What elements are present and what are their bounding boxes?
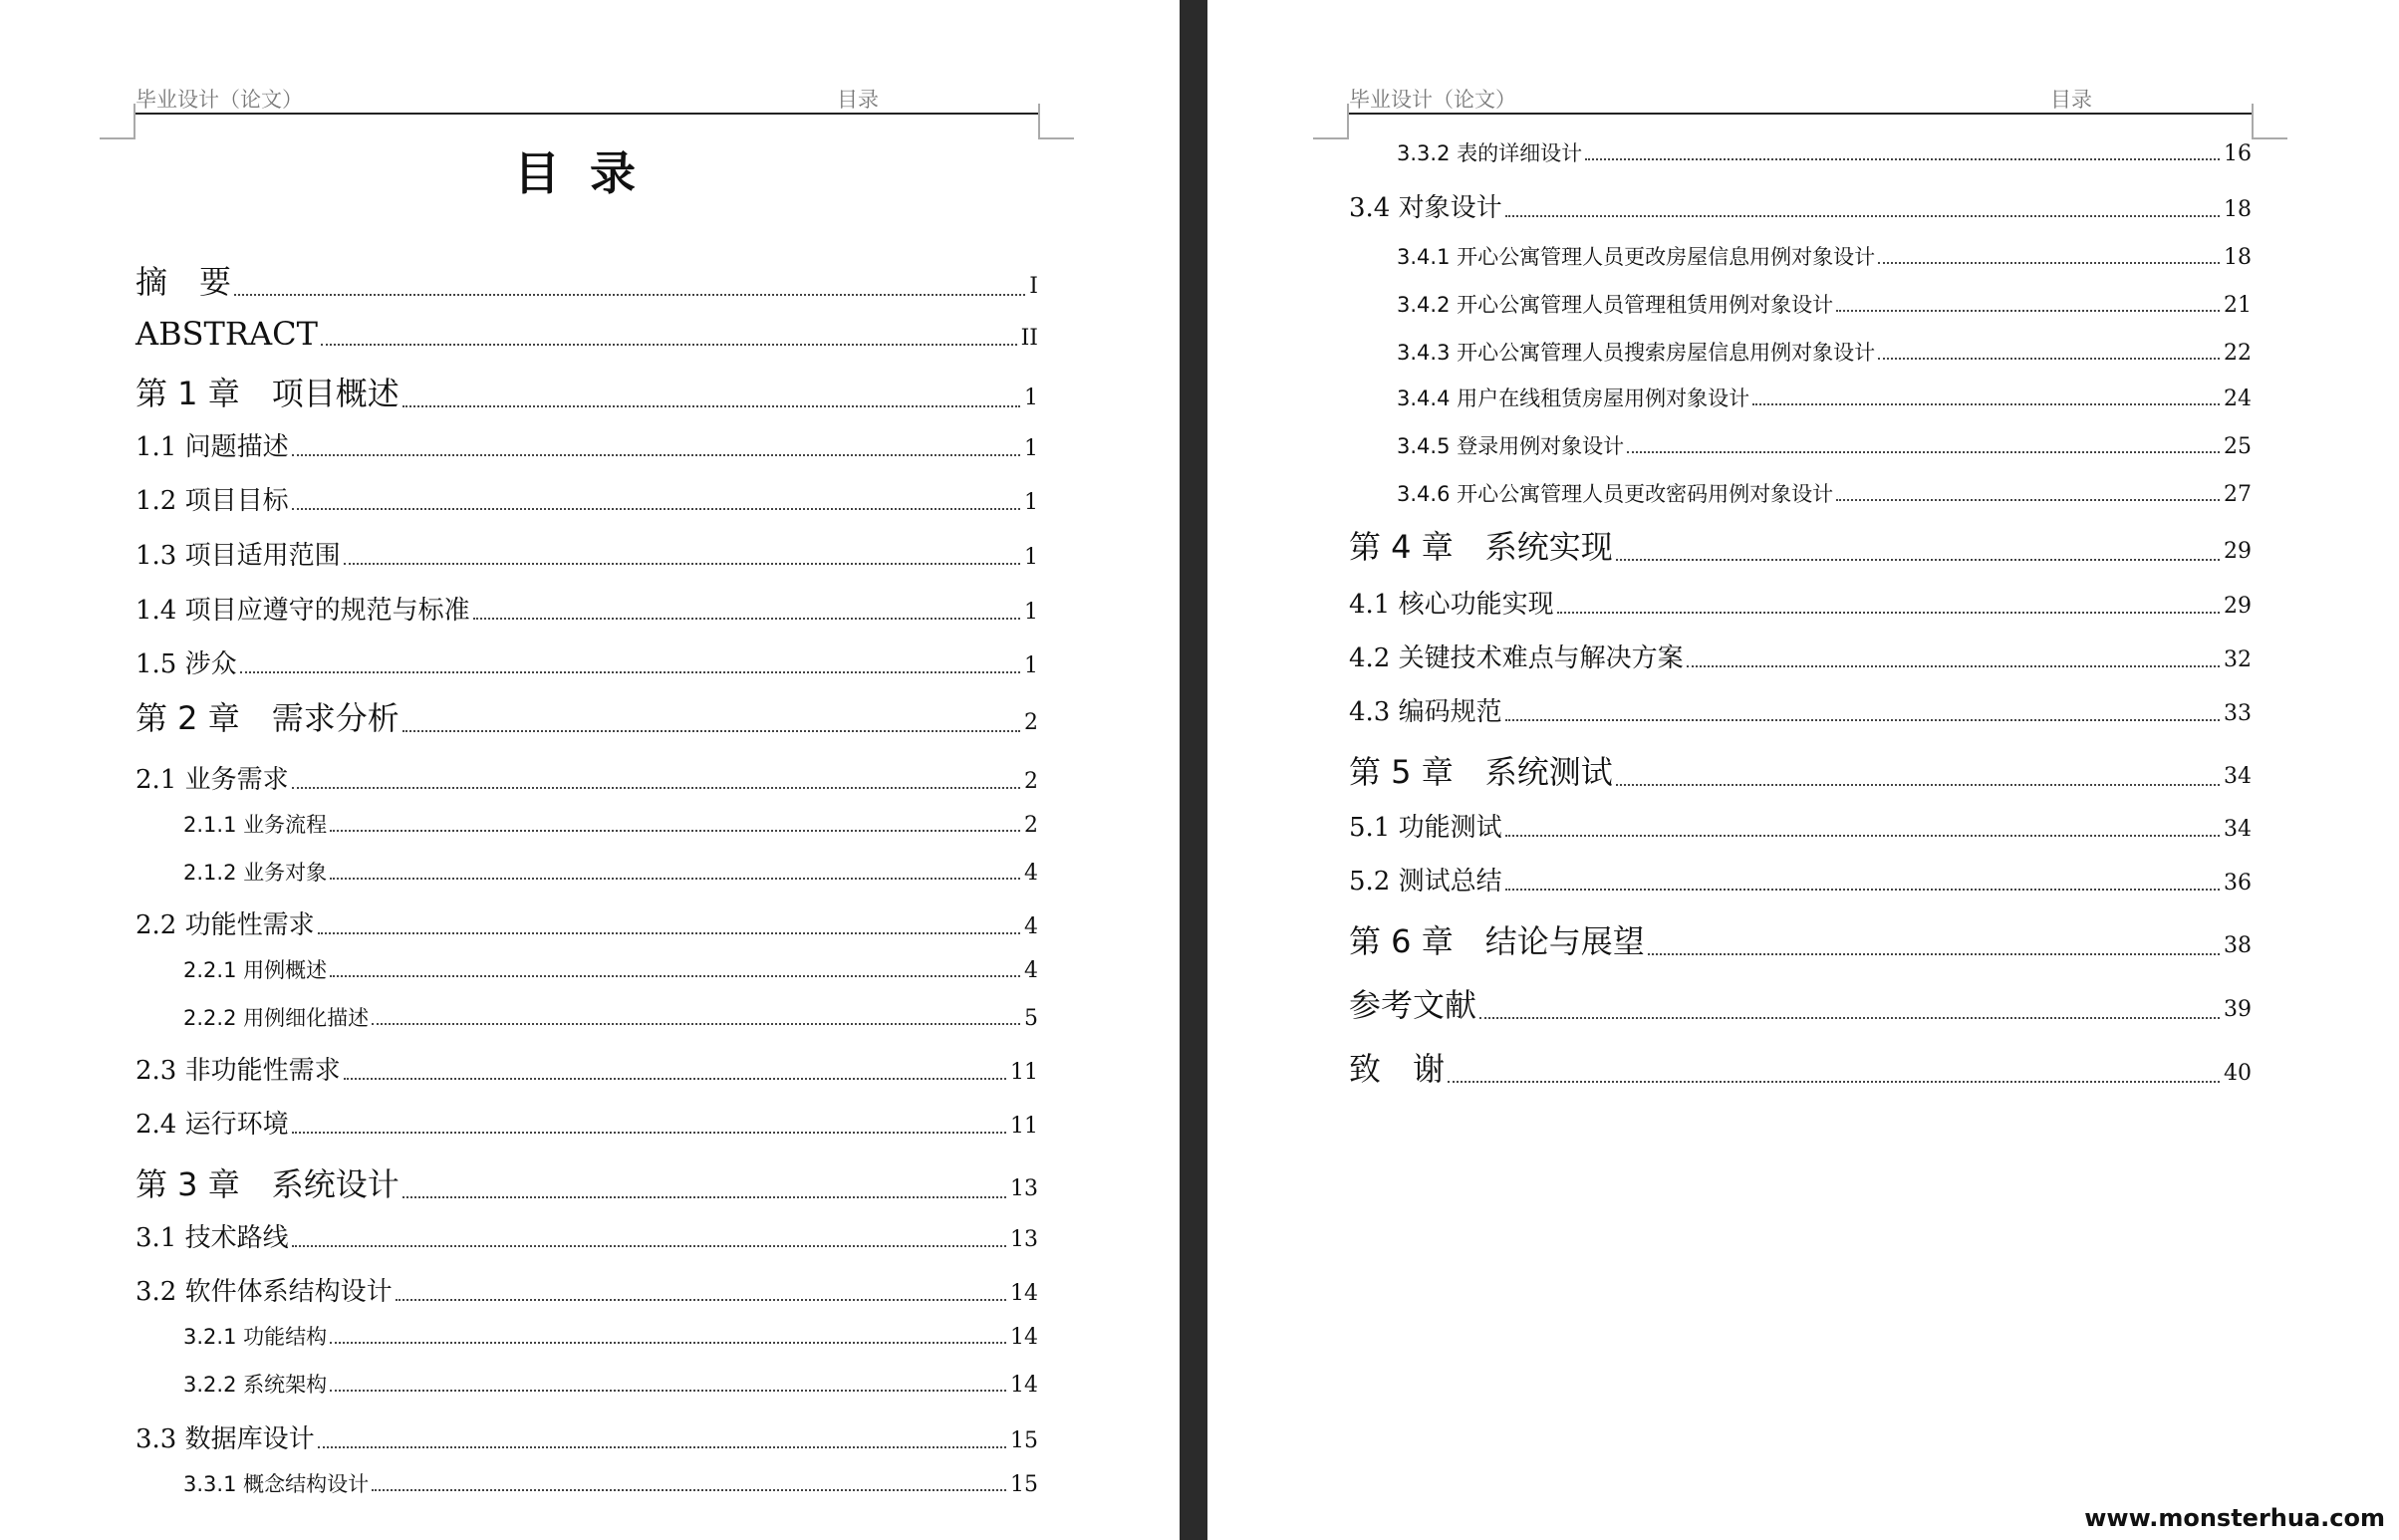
toc-entry[interactable] bbox=[183, 857, 1038, 887]
toc-entry-page-number: 1 bbox=[1024, 600, 1038, 625]
dot-leader bbox=[1479, 1017, 2220, 1019]
toc-entry-label: 1.1 问题描述 bbox=[135, 432, 289, 462]
toc-entry-page-number: 27 bbox=[2224, 482, 2252, 507]
toc-entry[interactable] bbox=[135, 1050, 1038, 1087]
toc-entry-label: 2.4 运行环境 bbox=[135, 1110, 289, 1140]
header-left-text: 毕业设计（论文） bbox=[1349, 88, 1516, 112]
dot-leader bbox=[344, 1078, 1006, 1080]
toc-entry[interactable] bbox=[135, 1271, 1038, 1308]
toc-entry-page-number: 13 bbox=[1010, 1227, 1038, 1252]
header-rule bbox=[135, 113, 1038, 115]
toc-entry[interactable] bbox=[183, 1321, 1038, 1351]
dot-leader bbox=[372, 1023, 1020, 1025]
toc-entry-label: 4.2 关键技术难点与解决方案 bbox=[1349, 643, 1684, 673]
crop-mark bbox=[133, 104, 135, 139]
toc-entry-page-number: 36 bbox=[2224, 871, 2252, 896]
toc-entry-page-number: 15 bbox=[1010, 1428, 1038, 1453]
dot-leader bbox=[330, 975, 1020, 977]
toc-entry-label: 3.4.4 用户在线租赁房屋用例对象设计 bbox=[1397, 386, 1750, 410]
header-left-text: 毕业设计（论文） bbox=[135, 88, 303, 112]
toc-entry-page-number: 14 bbox=[1010, 1373, 1038, 1398]
toc-entry[interactable] bbox=[1397, 289, 2252, 319]
toc-entry-page-number: 1 bbox=[1024, 385, 1038, 410]
toc-entry-label: 3.3.1 概念结构设计 bbox=[183, 1472, 370, 1496]
dot-leader bbox=[402, 1196, 1006, 1198]
toc-entry-page-number: 22 bbox=[2224, 341, 2252, 366]
toc-entry[interactable] bbox=[135, 369, 1038, 414]
dot-leader bbox=[1616, 784, 2220, 786]
toc-entry-label: 1.3 项目适用范围 bbox=[135, 541, 341, 571]
toc-entry[interactable] bbox=[135, 1159, 1038, 1205]
toc-entry-label: 4.3 编码规范 bbox=[1349, 697, 1502, 727]
dot-leader bbox=[1878, 262, 2220, 264]
toc-entry[interactable] bbox=[1397, 383, 2252, 412]
dot-leader bbox=[292, 1245, 1006, 1247]
toc-entry-page-number: 38 bbox=[2224, 933, 2252, 958]
toc-entry-label: 3.4.2 开心公寓管理人员管理租赁用例对象设计 bbox=[1397, 293, 1834, 317]
toc-entry[interactable] bbox=[1349, 747, 2252, 793]
toc-entry-label: 致 谢 bbox=[1349, 1050, 1446, 1088]
toc-entry-label: 参考文献 bbox=[1349, 986, 1477, 1024]
toc-entry[interactable] bbox=[1349, 916, 2252, 962]
toc-entry[interactable] bbox=[1397, 430, 2252, 460]
toc-entry-page-number: 11 bbox=[1010, 1114, 1038, 1139]
toc-entry-page-number: 29 bbox=[2224, 594, 2252, 619]
watermark: www.monsterhua.com bbox=[2076, 1502, 2393, 1534]
toc-entry[interactable] bbox=[183, 1468, 1038, 1498]
toc-entry-label: 5.2 测试总结 bbox=[1349, 867, 1502, 897]
dot-leader bbox=[1878, 358, 2220, 360]
dot-leader bbox=[473, 618, 1020, 620]
toc-entry[interactable] bbox=[135, 426, 1038, 463]
toc-entry-page-number: 18 bbox=[2224, 197, 2252, 222]
dot-leader bbox=[1752, 403, 2220, 405]
toc-entry[interactable] bbox=[183, 954, 1038, 984]
toc-entry[interactable] bbox=[135, 1104, 1038, 1141]
toc-entry-label: 3.4.3 开心公寓管理人员搜索房屋信息用例对象设计 bbox=[1397, 341, 1876, 365]
toc-entry-page-number: 5 bbox=[1024, 1006, 1038, 1031]
toc-entry-label: 3.3.2 表的详细设计 bbox=[1397, 141, 1583, 165]
toc-entry-label: 2.2.2 用例细化描述 bbox=[183, 1006, 370, 1030]
dot-leader bbox=[234, 294, 1025, 296]
toc-entry[interactable] bbox=[135, 759, 1038, 796]
toc-entry[interactable] bbox=[135, 315, 1038, 353]
toc-entry-page-number: 4 bbox=[1024, 914, 1038, 939]
toc-entry[interactable] bbox=[1349, 980, 2252, 1026]
toc-entry-label: 摘 要 bbox=[135, 263, 232, 301]
dot-leader bbox=[1505, 719, 2220, 721]
toc-entry[interactable] bbox=[135, 480, 1038, 517]
toc-entry-page-number: 39 bbox=[2224, 997, 2252, 1022]
crop-mark bbox=[2252, 137, 2287, 139]
toc-entry-page-number: 14 bbox=[1010, 1281, 1038, 1306]
toc-entry-label: 3.2 软件体系结构设计 bbox=[135, 1277, 393, 1307]
dot-leader bbox=[372, 1489, 1006, 1491]
dot-leader bbox=[292, 787, 1020, 789]
dot-leader bbox=[292, 454, 1020, 456]
toc-entry-page-number: 14 bbox=[1010, 1325, 1038, 1350]
toc-entry-page-number: 4 bbox=[1024, 958, 1038, 983]
toc-entry-label: 4.1 核心功能实现 bbox=[1349, 590, 1554, 620]
dot-leader bbox=[330, 1390, 1006, 1392]
toc-entry-page-number: 13 bbox=[1010, 1176, 1038, 1201]
toc-entry-label: 1.4 项目应遵守的规范与标准 bbox=[135, 596, 470, 626]
toc-entry-page-number: 32 bbox=[2224, 647, 2252, 672]
header-right-text: 目录 bbox=[2050, 88, 2092, 112]
toc-entry-label: 第 1 章 项目概述 bbox=[135, 375, 400, 412]
toc-entry[interactable] bbox=[1397, 137, 2252, 167]
toc-title: 目录 bbox=[514, 146, 666, 200]
dot-leader bbox=[1505, 835, 2220, 837]
dot-leader bbox=[1557, 612, 2220, 614]
toc-entry-page-number: 4 bbox=[1024, 861, 1038, 886]
header-rule bbox=[1349, 113, 2252, 115]
dot-leader bbox=[1505, 889, 2220, 891]
dot-leader bbox=[1505, 215, 2220, 217]
toc-entry-page-number: 1 bbox=[1024, 436, 1038, 461]
toc-entry[interactable] bbox=[183, 1369, 1038, 1399]
toc-entry[interactable] bbox=[1349, 522, 2252, 568]
toc-entry-label: ABSTRACT bbox=[135, 315, 318, 353]
toc-entry[interactable] bbox=[135, 1418, 1038, 1455]
toc-entry-label: 3.3 数据库设计 bbox=[135, 1424, 315, 1454]
toc-entry[interactable] bbox=[1349, 638, 2252, 674]
toc-entry-label: 3.4 对象设计 bbox=[1349, 193, 1502, 223]
toc-entry[interactable] bbox=[135, 1217, 1038, 1254]
toc-entry-label: 3.2.1 功能结构 bbox=[183, 1325, 328, 1349]
dot-leader bbox=[396, 1299, 1006, 1301]
toc-entry[interactable] bbox=[135, 904, 1038, 941]
toc-entry-label: 第 6 章 结论与展望 bbox=[1349, 922, 1645, 960]
toc-entry-label: 2.1.1 业务流程 bbox=[183, 813, 328, 837]
toc-entry[interactable] bbox=[1397, 478, 2252, 508]
right-page bbox=[1207, 0, 2399, 1540]
dot-leader bbox=[292, 508, 1020, 510]
toc-entry-label: 第 3 章 系统设计 bbox=[135, 1165, 400, 1203]
toc-entry-page-number: 34 bbox=[2224, 817, 2252, 842]
toc-entry-page-number: 1 bbox=[1024, 490, 1038, 515]
toc-entry[interactable] bbox=[135, 257, 1038, 303]
toc-entry-label: 2.3 非功能性需求 bbox=[135, 1056, 341, 1086]
toc-entry-label: 1.2 项目目标 bbox=[135, 486, 289, 516]
toc-entry[interactable] bbox=[1349, 691, 2252, 728]
toc-entry[interactable] bbox=[1349, 807, 2252, 844]
toc-entry-page-number: 16 bbox=[2224, 141, 2252, 166]
toc-entry-label: 第 2 章 需求分析 bbox=[135, 699, 400, 737]
dot-leader bbox=[318, 932, 1020, 934]
toc-entry-page-number: I bbox=[1029, 274, 1038, 299]
toc-entry-page-number: II bbox=[1020, 326, 1038, 351]
crop-mark bbox=[1038, 104, 1040, 139]
left-page bbox=[0, 0, 1180, 1540]
toc-entry[interactable] bbox=[183, 809, 1038, 839]
toc-entry-label: 3.1 技术路线 bbox=[135, 1223, 289, 1253]
dot-leader bbox=[344, 563, 1020, 565]
toc-entry-page-number: 11 bbox=[1010, 1060, 1038, 1085]
dot-leader bbox=[1648, 953, 2220, 955]
dot-leader bbox=[330, 878, 1020, 880]
toc-entry-label: 3.4.1 开心公寓管理人员更改房屋信息用例对象设计 bbox=[1397, 245, 1876, 269]
dot-leader bbox=[402, 730, 1020, 732]
toc-entry-label: 第 4 章 系统实现 bbox=[1349, 528, 1613, 566]
toc-entry[interactable] bbox=[1349, 187, 2252, 224]
toc-entry-label: 3.2.2 系统架构 bbox=[183, 1373, 328, 1397]
dot-leader bbox=[1616, 559, 2220, 561]
toc-entry-label: 3.4.6 开心公寓管理人员更改密码用例对象设计 bbox=[1397, 482, 1834, 506]
dot-leader bbox=[1448, 1081, 2220, 1083]
dot-leader bbox=[1687, 665, 2220, 667]
toc-entry-page-number: 34 bbox=[2224, 764, 2252, 789]
dot-leader bbox=[1627, 451, 2220, 453]
dot-leader bbox=[330, 830, 1020, 832]
toc-entry-page-number: 2 bbox=[1024, 769, 1038, 794]
toc-entry[interactable] bbox=[135, 643, 1038, 680]
toc-entry[interactable] bbox=[135, 693, 1038, 739]
toc-entry-page-number: 33 bbox=[2224, 701, 2252, 726]
dot-leader bbox=[292, 1132, 1006, 1134]
toc-entry[interactable] bbox=[1397, 337, 2252, 367]
toc-entry-label: 2.2 功能性需求 bbox=[135, 910, 315, 940]
toc-entry-page-number: 2 bbox=[1024, 710, 1038, 735]
crop-mark bbox=[2252, 104, 2254, 139]
dot-leader bbox=[330, 1342, 1006, 1344]
toc-entry-page-number: 40 bbox=[2224, 1061, 2252, 1086]
dot-leader bbox=[318, 1446, 1006, 1448]
toc-entry[interactable] bbox=[135, 590, 1038, 627]
dot-leader bbox=[321, 344, 1017, 346]
toc-entry-page-number: 24 bbox=[2224, 386, 2252, 411]
dot-leader bbox=[1585, 158, 2220, 160]
toc-entry-label: 2.2.1 用例概述 bbox=[183, 958, 328, 982]
toc-entry-page-number: 1 bbox=[1024, 653, 1038, 678]
dot-leader bbox=[402, 405, 1020, 407]
toc-entry-label: 第 5 章 系统测试 bbox=[1349, 753, 1613, 791]
toc-entry[interactable] bbox=[1349, 861, 2252, 898]
toc-entry-page-number: 2 bbox=[1024, 813, 1038, 838]
toc-entry-page-number: 21 bbox=[2224, 293, 2252, 318]
toc-entry-page-number: 18 bbox=[2224, 245, 2252, 270]
dot-leader bbox=[1836, 310, 2220, 312]
toc-entry-label: 2.1.2 业务对象 bbox=[183, 861, 328, 885]
dot-leader bbox=[1836, 499, 2220, 501]
toc-entry[interactable] bbox=[183, 1002, 1038, 1032]
toc-entry-label: 1.5 涉众 bbox=[135, 649, 237, 679]
toc-entry[interactable] bbox=[1397, 241, 2252, 271]
toc-entry-page-number: 25 bbox=[2224, 434, 2252, 459]
toc-entry[interactable] bbox=[135, 535, 1038, 572]
toc-entry[interactable] bbox=[1349, 584, 2252, 621]
toc-entry-page-number: 29 bbox=[2224, 539, 2252, 564]
dot-leader bbox=[240, 671, 1020, 673]
toc-entry-label: 2.1 业务需求 bbox=[135, 765, 289, 795]
crop-mark bbox=[1313, 137, 1349, 139]
crop-mark bbox=[1347, 104, 1349, 139]
toc-entry-page-number: 15 bbox=[1010, 1472, 1038, 1497]
header-right-text: 目录 bbox=[837, 88, 879, 112]
toc-entry-page-number: 1 bbox=[1024, 545, 1038, 570]
toc-entry[interactable] bbox=[1349, 1044, 2252, 1090]
toc-entry-label: 5.1 功能测试 bbox=[1349, 813, 1502, 843]
toc-entry-label: 3.4.5 登录用例对象设计 bbox=[1397, 434, 1625, 458]
